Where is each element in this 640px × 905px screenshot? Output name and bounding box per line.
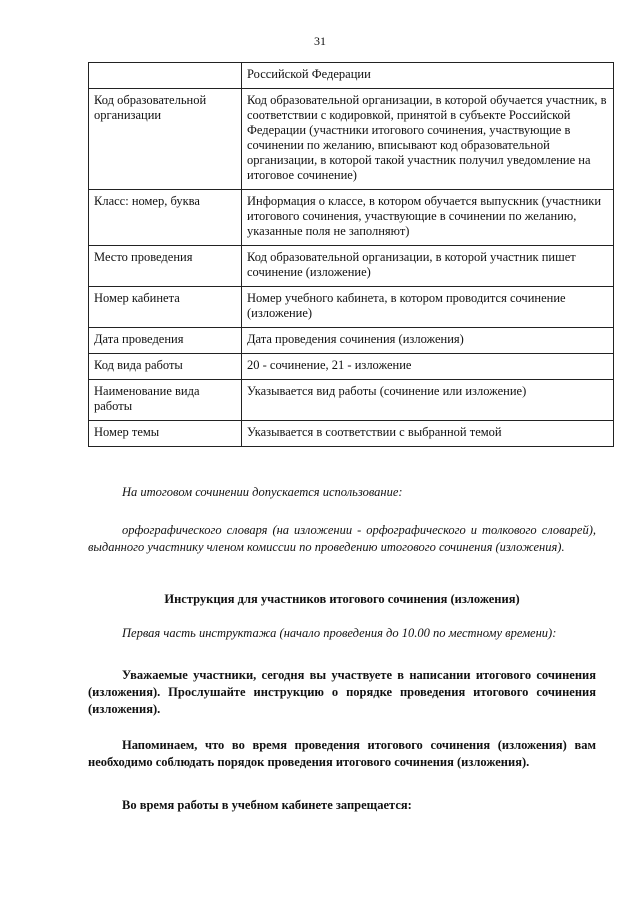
page-number: 31 bbox=[314, 34, 326, 48]
field-name-cell: Номер кабинета bbox=[89, 287, 242, 328]
field-description-cell: Указывается вид работы (сочинение или изложение) bbox=[242, 380, 614, 421]
field-description-cell: Информация о классе, в котором обучается выпускник (участники итогового сочинения, участвующие в сочинении по желанию, указанные поля не заполняют) bbox=[242, 190, 614, 246]
field-name-cell: Наименование вида работы bbox=[89, 380, 242, 421]
field-description-cell: Код образовательной организации, в которой участник пишет сочинение (изложение) bbox=[242, 246, 614, 287]
field-description-cell: Указывается в соответствии с выбранной темой bbox=[242, 421, 614, 447]
field-name-cell bbox=[89, 63, 242, 89]
prohibited-heading: Во время работы в учебном кабинете запрещается: bbox=[122, 798, 412, 812]
instruction-part-label: Первая часть инструктажа (начало проведения до 10.00 по местному времени): bbox=[122, 626, 557, 640]
greeting-paragraph: Уважаемые участники, сегодня вы участвуете в написании итогового сочинения (изложения). Прослушайте инструкцию о порядке проведения итогового сочинения (изложения). bbox=[88, 668, 596, 716]
field-name-cell: Номер темы bbox=[89, 421, 242, 447]
field-description-cell: Российской Федерации bbox=[242, 63, 614, 89]
field-name-cell: Код вида работы bbox=[89, 354, 242, 380]
field-name-cell: Класс: номер, буква bbox=[89, 190, 242, 246]
field-name-cell: Место проведения bbox=[89, 246, 242, 287]
table-row bbox=[89, 354, 614, 380]
field-description-cell: 20 - сочинение, 21 - изложение bbox=[242, 354, 614, 380]
field-name-cell: Код образовательной организации bbox=[89, 89, 242, 190]
table-row bbox=[89, 421, 614, 447]
table-row bbox=[89, 328, 614, 354]
table-row bbox=[89, 287, 614, 328]
allowed-intro: На итоговом сочинении допускается использование: bbox=[122, 485, 403, 499]
allowed-item: орфографического словаря (на изложении - орфографического и толкового словарей), выданного участнику членом комиссии по проведению итогового сочинения (изложения). bbox=[88, 523, 596, 554]
instruction-heading: Инструкция для участников итогового сочинения (изложения) bbox=[164, 592, 520, 606]
table-row bbox=[89, 190, 614, 246]
table-row bbox=[89, 380, 614, 421]
table-row bbox=[89, 63, 614, 89]
reminder-paragraph: Напоминаем, что во время проведения итогового сочинения (изложения) вам необходимо соблюдать порядок проведения итогового сочинения (изложения). bbox=[88, 738, 596, 769]
table-row bbox=[89, 246, 614, 287]
field-name-cell: Дата проведения bbox=[89, 328, 242, 354]
field-description-cell: Номер учебного кабинета, в котором проводится сочинение (изложение) bbox=[242, 287, 614, 328]
field-description-cell: Дата проведения сочинения (изложения) bbox=[242, 328, 614, 354]
table-row bbox=[89, 89, 614, 190]
field-table bbox=[88, 62, 614, 447]
field-description-cell: Код образовательной организации, в которой обучается участник, в соответствии с кодировкой, принятой в субъекте Российской Федерации (участники итогового сочинения, участвующие в сочинении по желанию, вписывают код образовательной организации, в которой такой участник получил уведомление на итоговое сочинение) bbox=[242, 89, 614, 190]
